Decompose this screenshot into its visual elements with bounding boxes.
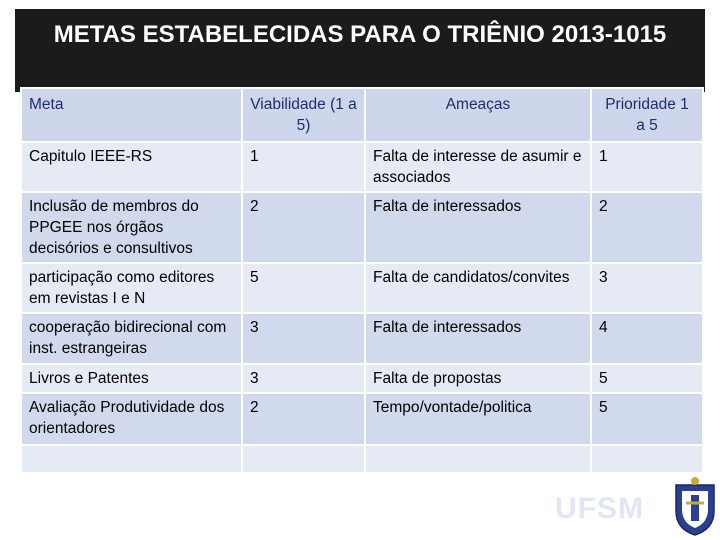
cell-ameacas: Falta de interessados [365, 313, 591, 364]
cell-meta: Livros e Patentes [21, 364, 242, 393]
header-ameacas: Ameaças [365, 88, 591, 142]
ufsm-crest-icon [672, 475, 718, 537]
cell-viabilidade: 5 [242, 263, 365, 313]
cell-prioridade: 1 [591, 142, 703, 192]
table-row [21, 263, 703, 313]
cell-ameacas: Tempo/vontade/politica [365, 393, 591, 445]
cell-prioridade: 4 [591, 313, 703, 364]
cell-viabilidade: 1 [242, 142, 365, 192]
table-row [21, 393, 703, 445]
header-prioridade: Prioridade 1 a 5 [591, 88, 703, 142]
cell-ameacas: Falta de interesse de asumir e associados [365, 142, 591, 192]
cell-viabilidade: 3 [242, 313, 365, 364]
cell-ameacas [365, 445, 591, 473]
cell-meta [21, 445, 242, 473]
table-row [21, 445, 703, 473]
header-viabilidade: Viabilidade (1 a 5) [242, 88, 365, 142]
cell-prioridade: 2 [591, 192, 703, 263]
cell-prioridade: 5 [591, 364, 703, 393]
cell-viabilidade [242, 445, 365, 473]
ufsm-logo-text: UFSM [555, 492, 644, 525]
cell-meta: Avaliação Produtividade dos orientadores [21, 393, 242, 445]
cell-ameacas: Falta de propostas [365, 364, 591, 393]
cell-prioridade: 5 [591, 393, 703, 445]
goals-table [20, 87, 704, 474]
cell-prioridade: 3 [591, 263, 703, 313]
table-header-row [21, 88, 703, 142]
table-row [21, 313, 703, 364]
page-title: METAS ESTABELECIDAS PARA O TRIÊNIO 2013-1015 [53, 21, 667, 48]
table-row [21, 192, 703, 263]
cell-viabilidade: 3 [242, 364, 365, 393]
cell-ameacas: Falta de candidatos/convites [365, 263, 591, 313]
cell-meta: participação como editores em revistas I e N [21, 263, 242, 313]
header-meta: Meta [21, 88, 242, 142]
table-row [21, 142, 703, 192]
cell-ameacas: Falta de interessados [365, 192, 591, 263]
cell-meta: cooperação bidirecional com inst. estrangeiras [21, 313, 242, 364]
cell-meta: Inclusão de membros do PPGEE nos órgãos decisórios e consultivos [21, 192, 242, 263]
cell-meta: Capitulo IEEE-RS [21, 142, 242, 192]
cell-prioridade [591, 445, 703, 473]
table-row [21, 364, 703, 393]
cell-viabilidade: 2 [242, 393, 365, 445]
cell-viabilidade: 2 [242, 192, 365, 263]
